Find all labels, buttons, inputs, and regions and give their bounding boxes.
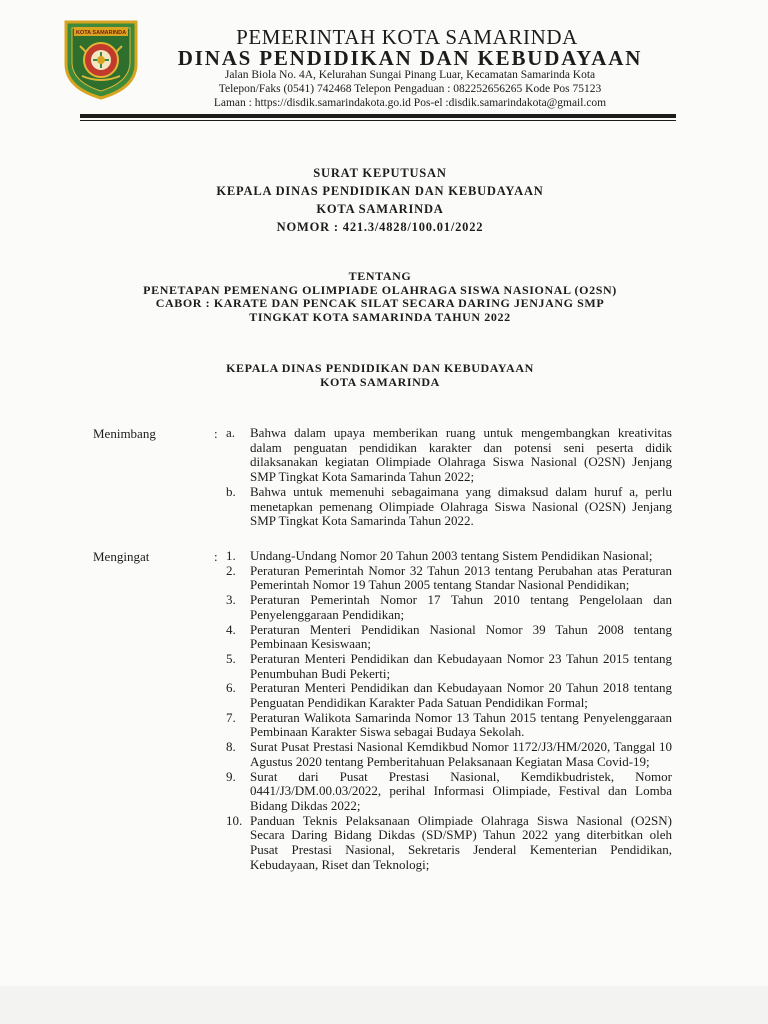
- letterhead-rule-thin: [80, 120, 676, 121]
- list-text: Peraturan Menteri Pendidikan dan Kebudayaan Nomor 23 Tahun 2015 tentang Penumbuhan Budi Pekerti;: [250, 650, 672, 681]
- list-item: [226, 681, 672, 710]
- letterhead-contact: [160, 68, 660, 110]
- list-item: [226, 593, 672, 622]
- list-text: Peraturan Walikota Samarinda Nomor 13 Tahun 2015 tentang Penyelenggaraan Pembinaan Karakter Siswa sebagai Budaya Sekolah.: [250, 709, 672, 740]
- menimbang-colon: :: [214, 426, 218, 441]
- list-text: Panduan Teknis Pelaksanaan Olimpiade Olahraga Siswa Nasional (O2SN) Secara Daring Bidang Dikdas (SD/SMP) Tahun 2022 yang diterbitkan oleh Pusat Prestasi Nasional, Sekretaris Jenderal Kementerian Pendidikan, Kebudayaan, Riset dan Teknologi;: [250, 812, 672, 872]
- letterhead-rule-thick: [80, 114, 676, 118]
- list-text: Surat dari Pusat Prestasi Nasional, Kemdikbudristek, Nomor 0441/J3/DM.00.03/2022, perihal Informasi Olimpiade, Festival dan Lomba Bidang Dikdas 2022;: [250, 768, 672, 813]
- phone-line: Telepon/Faks (0541) 742468 Telepon Pengaduan : 082252656265 Kode Pos 75123: [218, 83, 602, 95]
- decree-issuer: KEPALA DINAS PENDIDIKAN DAN KEBUDAYAAN: [216, 184, 544, 198]
- list-item: [226, 549, 672, 564]
- list-marker: 9.: [226, 768, 236, 784]
- subject-line-2: CABOR : KARATE DAN PENCAK SILAT SECARA DARING JENJANG SMP: [155, 296, 605, 310]
- list-marker: 10.: [226, 812, 243, 828]
- list-marker: b.: [226, 483, 236, 499]
- list-item: [226, 652, 672, 681]
- menimbang-list: [226, 426, 672, 529]
- authority-block: [60, 362, 700, 389]
- list-marker: a.: [226, 425, 236, 440]
- subject-line-3: TINGKAT KOTA SAMARINDA TAHUN 2022: [249, 309, 511, 324]
- mengingat-colon: :: [214, 549, 218, 564]
- list-text: Bahwa untuk memenuhi sebagaimana yang dimaksud dalam huruf a, perlu menetapkan pemenang Olimpiade Olahraga Siswa Nasional (O2SN) Jenjang SMP Tingkat Kota Samarinda Tahun 2022.: [250, 483, 672, 529]
- list-marker: 5.: [226, 650, 236, 666]
- list-text: Peraturan Menteri Pendidikan Nasional Nomor 39 Tahun 2008 tentang Pembinaan Kesiswaan;: [250, 621, 672, 652]
- address-line: Jalan Biola No. 4A, Kelurahan Sungai Pinang Luar, Kecamatan Samarinda Kota: [224, 69, 596, 81]
- authority-line-1: KEPALA DINAS PENDIDIKAN DAN KEBUDAYAAN: [226, 361, 534, 375]
- list-text: Peraturan Menteri Pendidikan dan Kebudayaan Nomor 20 Tahun 2018 tentang Penguatan Pendidikan Karakter Pada Satuan Pendidikan Formal;: [250, 680, 672, 711]
- list-text: Surat Pusat Prestasi Nasional Kemdikbud Nomor 1172/J3/HM/2020, Tanggal 10 Agustus 2020 tentang Pemberitahuan Pelaksanaan Kegiatan Masa Covid-19;: [250, 739, 672, 769]
- subject-block: [60, 270, 700, 324]
- decree-number: NOMOR : 421.3/4828/100.01/2022: [276, 220, 484, 234]
- list-text: Peraturan Pemerintah Nomor 17 Tahun 2010 tentang Pengelolaan dan Penyelenggaraan Pendidikan;: [250, 592, 672, 622]
- list-item: [226, 770, 672, 814]
- list-item: [226, 426, 672, 485]
- list-item: [226, 623, 672, 652]
- list-marker: 4.: [226, 621, 236, 637]
- web-line: Laman : https://disdik.samarindakota.go.id Pos-el :disdik.samarindakota@gmail.com: [213, 97, 607, 109]
- list-marker: 6.: [226, 680, 236, 696]
- list-text: Undang-Undang Nomor 20 Tahun 2003 tentang Sistem Pendidikan Nasional;: [250, 548, 653, 563]
- list-text: Bahwa dalam upaya memberikan ruang untuk mengembangkan kreativitas dalam penguatan pendidikan karakter dan potensi seni peserta didik dilaksanakan kegiatan Olimpiade Olahraga Siswa Nasional (O2SN) Jenjang SMP Tingkat Kota Samarinda Tahun 2022;: [250, 425, 672, 485]
- list-text: Peraturan Pemerintah Nomor 32 Tahun 2013 tentang Perubahan atas Peraturan Pemerintah Nomor 19 Tahun 2005 tentang Standar Nasional Pendidikan;: [250, 562, 672, 593]
- list-item: [226, 814, 672, 873]
- menimbang-label: Menimbang: [93, 426, 156, 441]
- mengingat-list: [226, 549, 672, 872]
- department-name: DINAS PENDIDIKAN DAN KEBUDAYAAN: [177, 46, 643, 70]
- list-item: [226, 711, 672, 740]
- list-marker: 3.: [226, 592, 236, 608]
- mengingat-label: Mengingat: [93, 549, 150, 564]
- list-marker: 8.: [226, 739, 236, 755]
- list-marker: 2.: [226, 562, 236, 578]
- decree-title: SURAT KEPUTUSAN: [313, 166, 447, 180]
- decree-city: KOTA SAMARINDA: [316, 202, 444, 216]
- list-marker: 7.: [226, 709, 236, 725]
- list-item: [226, 564, 672, 593]
- subject-line-1: PENETAPAN PEMENANG OLIMPIADE OLAHRAGA SISWA NASIONAL (O2SN): [143, 282, 617, 297]
- svg-text:KOTA SAMARINDA: KOTA SAMARINDA: [75, 30, 127, 36]
- page-bottom-margin: [0, 986, 768, 1024]
- government-name: PEMERINTAH KOTA SAMARINDA: [236, 25, 578, 49]
- decree-title-block: [60, 164, 700, 236]
- subject-label: TENTANG: [348, 269, 412, 283]
- authority-line-2: KOTA SAMARINDA: [320, 374, 440, 389]
- list-marker: 1.: [226, 548, 236, 563]
- city-emblem-logo: [60, 18, 142, 100]
- list-item: [226, 740, 672, 769]
- list-item: [226, 485, 672, 529]
